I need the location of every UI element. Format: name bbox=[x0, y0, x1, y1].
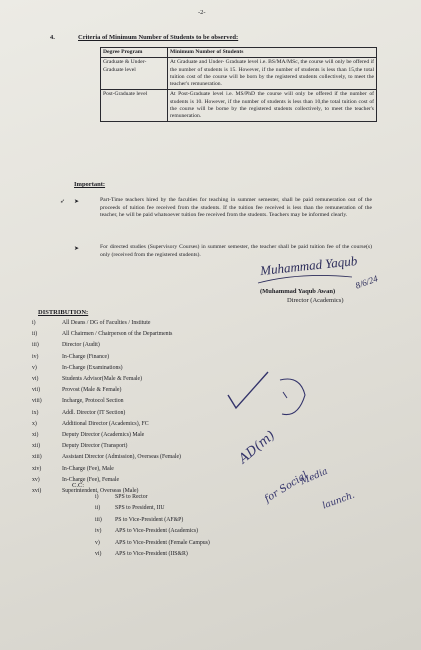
important-heading: Important: bbox=[74, 181, 106, 188]
list-item-text: Deputy Director (Academics) Male bbox=[62, 432, 145, 439]
list-item-text: Addl. Director (IT Section) bbox=[62, 409, 126, 416]
list-item-number: iii) bbox=[95, 516, 102, 523]
list-item-number: xi) bbox=[32, 432, 39, 439]
criteria-cell: At Post-Graduate level i.e. MS/PhD the course will only be offered if the number of students is 10. However, if the number of students is less than 10,the total tuition cost of the course will be borne by the registered students collectively, to meet the teacher's remuneration. bbox=[168, 90, 377, 122]
handwritten-note: for Social bbox=[262, 469, 310, 506]
criteria-cell: At Graduate and Under- Graduate level i.e. BS/MA/MSc, the course will only be offered if the number of students is 15. However, if the number of students is less than 15,the total tuition cost of the course will be born by the registered students collectively, to meet the teacher's remuneration. bbox=[168, 58, 377, 90]
handwritten-note: Media bbox=[299, 466, 330, 488]
signature-underline bbox=[258, 275, 352, 283]
list-item-number: x) bbox=[32, 420, 37, 427]
list-item-number: xvi) bbox=[32, 488, 42, 495]
important-paragraph: Part-Time teachers hired by the faculties for teaching in summer semester, shall be paid remuneration out of the proceeds of tuition fee received from the students. If the tuition fee received is less than the remuneration of the teacher, he will be paid whatsoever tuition fee received from the students. Teachers may be informed clearly. bbox=[100, 197, 372, 219]
handwritten-date: 8/6/24 bbox=[353, 273, 380, 291]
list-item-number: ii) bbox=[32, 331, 38, 338]
section-title: Criteria of Minimum Number of Students to be observed: bbox=[78, 34, 239, 41]
list-item-text: In-Charge (Fee), Female bbox=[62, 476, 120, 483]
handwritten-signature: Muhammad Yaqub bbox=[259, 252, 358, 279]
list-item-number: iv) bbox=[95, 528, 102, 535]
program-cell: Graduate & Under-Graduate level bbox=[101, 58, 168, 90]
column-header-degree-program: Degree Program bbox=[101, 48, 168, 58]
list-item-text: In-Charge (Finance) bbox=[62, 353, 110, 360]
check-mark-icon bbox=[228, 372, 268, 408]
list-item-text: Students Advisor(Male & Female) bbox=[62, 376, 143, 383]
signatory-title: Director (Academics) bbox=[287, 297, 344, 304]
bullet-arrow-icon: ➶ bbox=[60, 199, 66, 205]
important-paragraph: For directed studies (Supervisory Courses) in summer semester, the teacher shall be paid tuition fee of the course(s) only (received from the registered students). bbox=[100, 244, 372, 258]
check-mark-icon bbox=[283, 392, 287, 398]
list-item-number: vi) bbox=[32, 376, 39, 383]
list-item-number: xiii) bbox=[32, 454, 42, 461]
list-item-text: Superintendent, Overseas (Male) bbox=[62, 488, 139, 495]
list-item-number: xiv) bbox=[32, 465, 42, 472]
bullet-arrow-icon: ➤ bbox=[74, 246, 80, 252]
list-item-text: SPS to President, IIU bbox=[115, 505, 165, 512]
flourish-mark bbox=[280, 379, 305, 415]
list-item-text: Deputy Director (Transport) bbox=[62, 443, 128, 450]
list-item-number: iii) bbox=[32, 342, 39, 349]
list-item-text: Director (Audit) bbox=[62, 342, 100, 349]
distribution-heading: DISTRIBUTION: bbox=[38, 309, 89, 316]
cc-heading: C.C: bbox=[72, 482, 85, 489]
list-item-text: Additional Director (Academics), FC bbox=[62, 420, 149, 427]
handwritten-note: launch. bbox=[321, 490, 357, 512]
list-item-number: xv) bbox=[32, 476, 40, 483]
list-item-text: Provost (Male & Female) bbox=[62, 387, 122, 394]
list-item-text: PS to Vice-President (AF&P) bbox=[115, 516, 184, 523]
list-item-number: i) bbox=[32, 320, 36, 326]
list-item-text: Assistant Director (Admission), Overseas (Female) bbox=[62, 454, 181, 461]
page-number: -2- bbox=[198, 9, 206, 16]
signatory-name: (Muhammad Yaqub Awan) bbox=[260, 288, 336, 295]
bullet-arrow-icon: ➤ bbox=[74, 199, 80, 205]
list-item-text: APS to Vice-President (Female Campus) bbox=[115, 539, 210, 546]
list-item-text: Incharge, Protocol Section bbox=[62, 398, 124, 405]
handwritten-note: AD(m) bbox=[236, 428, 279, 467]
list-item-number: viii) bbox=[32, 398, 42, 405]
list-item-text: APS to Vice-President (IIS&R) bbox=[115, 551, 188, 558]
list-item-number: xii) bbox=[32, 443, 41, 450]
list-item-number: v) bbox=[32, 364, 37, 371]
list-item-text: In-Charge (Examinations) bbox=[62, 364, 123, 371]
list-item-text: In-Charge (Fee), Male bbox=[62, 465, 114, 472]
program-cell: Post-Graduate level bbox=[101, 90, 168, 122]
list-item-number: vi) bbox=[95, 551, 102, 558]
column-header-minimum-students: Minimum Number of Students bbox=[168, 48, 377, 58]
list-item-number: iv) bbox=[32, 353, 39, 360]
list-item-text: All Chairmen / Chairperson of the Departments bbox=[62, 331, 173, 338]
list-item-number: vii) bbox=[32, 387, 41, 394]
list-item-text: SPS to Rector bbox=[115, 494, 148, 500]
list-item-text: APS to Vice-President (Academics) bbox=[115, 528, 199, 535]
list-item-number: ix) bbox=[32, 409, 39, 416]
list-item-number: ii) bbox=[95, 505, 101, 512]
list-item-number: v) bbox=[95, 539, 100, 546]
list-item-text: All Deans / DG of Faculties / Institute bbox=[62, 320, 151, 326]
list-item-number: i) bbox=[95, 494, 99, 500]
section-number: 4. bbox=[50, 34, 55, 41]
